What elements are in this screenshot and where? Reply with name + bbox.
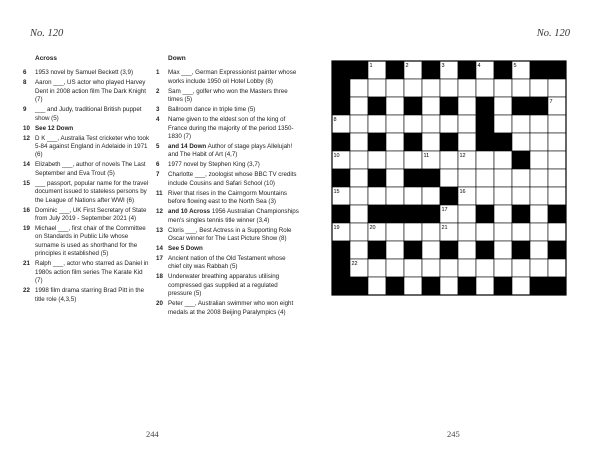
cell-number: 21 <box>441 225 448 231</box>
block-cell <box>476 97 494 115</box>
grid-cell[interactable] <box>530 223 548 241</box>
cell-number: 20 <box>369 225 376 231</box>
grid-cell[interactable] <box>386 169 404 187</box>
grid-cell[interactable] <box>512 79 530 97</box>
clue-number: 14 <box>23 161 30 169</box>
grid-cell[interactable] <box>494 241 512 259</box>
grid-cell[interactable] <box>368 115 386 133</box>
grid-cell[interactable] <box>422 259 440 277</box>
grid-cell[interactable] <box>422 133 440 151</box>
block-cell <box>440 241 458 259</box>
clue-text: 1956 Australian Championships men's singles tennis title winner (3,4) <box>168 208 299 224</box>
down-clue-18[interactable] <box>156 273 299 298</box>
clue-text: Name given to the eldest son of the king of France during the majority of the period 1350-1830 (7) <box>168 116 294 141</box>
block-cell <box>548 205 566 223</box>
clue-text: Cloris ___, Best Actress in a Supporting Role Oscar winner for The Last Picture Show (8) <box>168 226 292 243</box>
across-clue-10[interactable] <box>23 125 151 133</box>
cell-number: 11 <box>423 153 430 159</box>
down-clue-13[interactable] <box>156 227 299 244</box>
clue-number: 3 <box>156 106 160 114</box>
clue-number: 2 <box>156 87 160 95</box>
down-clue-17[interactable] <box>156 255 299 272</box>
clue-number: 17 <box>156 255 163 263</box>
clue-number: 18 <box>156 273 163 281</box>
grid-cell[interactable] <box>458 169 476 187</box>
grid-cell[interactable] <box>440 79 458 97</box>
page-number-right: 245 <box>447 429 460 439</box>
clue-number: 19 <box>23 225 30 233</box>
across-clue-14[interactable] <box>23 161 151 178</box>
grid-cell[interactable] <box>494 259 512 277</box>
grid-cell[interactable] <box>476 169 494 187</box>
grid-cell[interactable] <box>476 223 494 241</box>
grid-cell[interactable] <box>422 79 440 97</box>
grid-cell[interactable] <box>512 259 530 277</box>
block-cell <box>332 241 350 259</box>
across-heading: Across <box>35 55 58 62</box>
grid-cell[interactable] <box>350 79 368 97</box>
page-number-left: 244 <box>146 429 159 439</box>
clue-number: 10 <box>23 124 30 132</box>
grid-cell[interactable] <box>458 223 476 241</box>
grid-cell[interactable] <box>476 151 494 169</box>
clue-text: See 12 Down <box>35 124 74 132</box>
grid-cell[interactable] <box>548 169 566 187</box>
block-cell <box>350 277 368 295</box>
grid-cell[interactable] <box>440 115 458 133</box>
grid-cell[interactable] <box>476 277 494 295</box>
clue-text: River that rises in the Cairngorm Mountains before flowing east to the North Sea (3) <box>168 189 287 206</box>
block-cell <box>494 133 512 151</box>
down-clue-12[interactable] <box>156 208 299 225</box>
block-cell <box>494 61 512 79</box>
clue-number: 13 <box>156 226 163 234</box>
grid-cell[interactable] <box>512 133 530 151</box>
block-cell <box>422 61 440 79</box>
down-clue-list <box>156 69 299 317</box>
cell-number: 8 <box>333 117 337 123</box>
cell-number: 15 <box>333 189 340 195</box>
down-heading: Down <box>168 55 186 62</box>
grid-cell[interactable] <box>404 277 422 295</box>
block-cell <box>422 205 440 223</box>
clue-text: ___ and Judy, traditional British puppet show (5) <box>35 106 142 122</box>
cell-number: 17 <box>441 207 448 213</box>
down-clue-5[interactable] <box>156 143 299 160</box>
grid-cell[interactable] <box>494 205 512 223</box>
down-clue-1[interactable] <box>156 69 299 86</box>
grid-cell[interactable] <box>458 205 476 223</box>
block-cell <box>368 133 386 151</box>
grid-cell[interactable] <box>458 115 476 133</box>
block-cell <box>368 241 386 259</box>
clue-number: 6 <box>23 69 27 77</box>
clue-text: 1998 film drama starring Brad Pitt in the title role (4,3,5) <box>35 287 145 303</box>
grid-cell[interactable] <box>458 259 476 277</box>
grid-cell[interactable] <box>494 151 512 169</box>
grid-cell[interactable] <box>404 187 422 205</box>
grid-cell[interactable] <box>350 151 368 169</box>
grid-cell[interactable] <box>512 223 530 241</box>
down-clue-2[interactable] <box>156 88 299 105</box>
clue-number: 9 <box>23 106 27 114</box>
across-clue-16[interactable] <box>23 207 151 224</box>
clue-text: 1977 novel by Stephen King (3,7) <box>168 161 260 169</box>
grid-cell[interactable] <box>512 115 530 133</box>
clue-number: 5 <box>156 143 160 151</box>
grid-cell[interactable] <box>530 169 548 187</box>
clue-text: D K ___, Australia Test cricketer who took 5-84 against England in Adelaide in 1971 (6) <box>35 134 150 159</box>
grid-cell[interactable] <box>494 97 512 115</box>
grid-cell[interactable] <box>404 223 422 241</box>
grid-cell[interactable] <box>530 115 548 133</box>
block-cell <box>332 133 350 151</box>
cell-number: 4 <box>477 63 481 69</box>
clue-text: Charlotte ___, zoologist whose BBC TV credits include Cousins and Safari School (10) <box>168 171 297 187</box>
block-cell <box>404 241 422 259</box>
block-cell <box>440 97 458 115</box>
grid-cell[interactable] <box>494 79 512 97</box>
block-cell <box>476 133 494 151</box>
cell-number: 18 <box>477 207 484 213</box>
clue-text: Underwater breathing apparatus utilising compressed gas supplied at a regulated pressure (5) <box>168 273 280 298</box>
grid-cell[interactable] <box>422 115 440 133</box>
cell-number: 2 <box>405 63 409 69</box>
clue-text: Elizabeth ___, author of novels The Last September and Eva Trout (5) <box>35 161 146 177</box>
block-cell <box>386 205 404 223</box>
grid-cell[interactable] <box>548 79 566 97</box>
cell-number: 1 <box>369 63 373 69</box>
cell-number: 22 <box>351 261 358 267</box>
clue-number: 12 <box>156 208 163 216</box>
clue-text: Ralph ___, actor who starred as Daniel in 1980s action film series The Karate Kid (7) <box>35 260 149 285</box>
clue-number: 1 <box>156 69 160 77</box>
across-clue-15[interactable] <box>23 180 151 205</box>
block-cell <box>512 241 530 259</box>
down-clue-20[interactable] <box>156 300 299 317</box>
grid-cell[interactable] <box>368 259 386 277</box>
clue-text: Michael ___, first chair of the Committee on Standards in Public Life whose surname is used as shorthand for the principles it established (5) <box>35 225 146 258</box>
grid-cell[interactable] <box>422 241 440 259</box>
grid-cell[interactable] <box>350 223 368 241</box>
puzzle-number-left: No. 120 <box>30 28 64 39</box>
clue-text: 1953 novel by Samuel Beckett (3,9) <box>35 69 134 77</box>
grid-cell[interactable] <box>350 187 368 205</box>
down-clue-3[interactable] <box>156 106 299 114</box>
grid-cell[interactable] <box>548 151 566 169</box>
grid-cell[interactable] <box>530 187 548 205</box>
block-cell <box>332 205 350 223</box>
clue-text: ___ passport, popular name for the travel document issued to stateless persons by the League of Nations after WWI (6) <box>35 179 149 204</box>
grid-cell[interactable] <box>440 259 458 277</box>
cell-number: 7 <box>549 99 553 105</box>
clue-number: 8 <box>23 79 27 87</box>
down-clue-14[interactable] <box>156 245 299 253</box>
block-cell <box>332 259 350 277</box>
across-clue-6[interactable] <box>23 69 151 77</box>
cell-number: 16 <box>459 189 466 195</box>
grid-cell[interactable] <box>368 151 386 169</box>
grid-cell[interactable] <box>404 79 422 97</box>
grid-cell[interactable] <box>548 133 566 151</box>
block-cell <box>548 277 566 295</box>
grid-cell[interactable] <box>422 223 440 241</box>
grid-cell[interactable] <box>530 79 548 97</box>
grid-cell[interactable] <box>512 277 530 295</box>
block-cell <box>404 97 422 115</box>
grid-cell[interactable] <box>512 187 530 205</box>
block-cell <box>512 205 530 223</box>
block-cell <box>368 97 386 115</box>
down-clue-4[interactable] <box>156 116 299 141</box>
crossword-grid[interactable] <box>331 60 569 298</box>
down-clue-11[interactable] <box>156 190 299 207</box>
grid-cell[interactable] <box>530 151 548 169</box>
across-clues <box>23 55 151 306</box>
grid-cell[interactable] <box>530 133 548 151</box>
clue-text: Aaron ___, US actor who played Harvey Dent in 2008 action film The Dark Knight (7) <box>35 79 146 104</box>
grid-cell[interactable] <box>458 97 476 115</box>
grid-cell[interactable] <box>548 259 566 277</box>
block-cell <box>530 97 548 115</box>
grid-cell[interactable] <box>386 187 404 205</box>
grid-cell[interactable] <box>386 97 404 115</box>
clue-number: 7 <box>156 171 160 179</box>
clue-link: and 14 Down <box>168 143 207 151</box>
grid-cell[interactable] <box>530 259 548 277</box>
across-clue-12[interactable] <box>23 135 151 160</box>
across-clue-21[interactable] <box>23 260 151 285</box>
grid-cell[interactable] <box>368 277 386 295</box>
clue-text: Ballroom dance in triple time (5) <box>168 106 256 114</box>
clue-number: 14 <box>156 245 163 253</box>
grid-cell[interactable] <box>386 115 404 133</box>
grid-cell[interactable] <box>530 241 548 259</box>
grid-cell[interactable] <box>494 115 512 133</box>
grid-cell[interactable] <box>440 277 458 295</box>
block-cell <box>548 61 566 79</box>
block-cell <box>440 187 458 205</box>
clue-number: 11 <box>156 189 163 197</box>
clue-number: 4 <box>156 116 160 124</box>
block-cell <box>422 169 440 187</box>
down-clues <box>156 55 299 319</box>
grid-cell[interactable] <box>422 97 440 115</box>
grid-cell[interactable] <box>494 187 512 205</box>
grid-cell[interactable] <box>350 241 368 259</box>
block-cell <box>422 277 440 295</box>
grid-cell[interactable] <box>476 259 494 277</box>
cell-number: 19 <box>333 225 340 231</box>
grid-cell[interactable] <box>530 205 548 223</box>
down-clue-7[interactable] <box>156 171 299 188</box>
grid-cell[interactable] <box>422 187 440 205</box>
clue-number: 15 <box>23 179 30 187</box>
block-cell <box>530 61 548 79</box>
cell-number: 5 <box>513 63 517 69</box>
block-cell <box>368 169 386 187</box>
grid-cell[interactable] <box>350 205 368 223</box>
across-clue-list <box>23 69 151 304</box>
block-cell <box>458 277 476 295</box>
clue-text: Max ___, German Expressionist painter whose works include 1950 oil Hotel Lobby (8) <box>168 69 297 85</box>
grid-cell[interactable] <box>350 97 368 115</box>
block-cell <box>530 277 548 295</box>
grid-cell[interactable] <box>512 169 530 187</box>
clue-number: 6 <box>156 161 160 169</box>
grid-cell[interactable] <box>350 133 368 151</box>
grid-cell[interactable] <box>404 259 422 277</box>
across-clue-19[interactable] <box>23 225 151 259</box>
grid-cell[interactable] <box>458 133 476 151</box>
grid-cell[interactable] <box>368 187 386 205</box>
grid-cell[interactable] <box>386 241 404 259</box>
clue-text: Ancient nation of the Old Testament whose chief city was Rabbah (5) <box>168 255 286 271</box>
clue-text: Dominic ___, UK First Secretary of State from July 2019 - September 2021 (4) <box>35 206 147 223</box>
block-cell <box>476 241 494 259</box>
cell-number: 10 <box>333 153 340 159</box>
puzzle-number-right: No. 120 <box>536 28 570 39</box>
grid-cell[interactable] <box>386 133 404 151</box>
grid-cell[interactable] <box>476 187 494 205</box>
across-clue-8[interactable] <box>23 79 151 104</box>
block-cell <box>512 97 530 115</box>
grid-cell[interactable] <box>386 223 404 241</box>
grid-cell[interactable] <box>350 169 368 187</box>
grid-cell[interactable] <box>494 223 512 241</box>
cell-number: 12 <box>459 153 466 159</box>
block-cell <box>332 277 350 295</box>
block-cell <box>368 205 386 223</box>
cell-number: 14 <box>405 171 412 177</box>
block-cell <box>494 277 512 295</box>
grid-cell[interactable] <box>440 151 458 169</box>
grid-cell[interactable] <box>440 169 458 187</box>
clue-text: Sam ___, golfer who won the Masters three times (5) <box>168 87 288 104</box>
grid-cell[interactable] <box>350 115 368 133</box>
block-cell <box>548 241 566 259</box>
block-cell <box>404 133 422 151</box>
block-cell <box>332 169 350 187</box>
grid-cell[interactable] <box>386 151 404 169</box>
block-cell <box>440 133 458 151</box>
block-cell <box>458 61 476 79</box>
block-cell <box>332 61 350 79</box>
clue-text: Author of stage plays Allelujah! and The Habit of Art (4,7) <box>168 143 293 159</box>
across-clue-9[interactable] <box>23 106 151 123</box>
grid-cell[interactable] <box>458 241 476 259</box>
block-cell <box>332 97 350 115</box>
cell-number: 9 <box>477 117 481 123</box>
clue-number: 12 <box>23 134 30 142</box>
across-clue-22[interactable] <box>23 287 151 304</box>
grid-cell[interactable] <box>404 115 422 133</box>
clue-number: 22 <box>23 287 30 295</box>
block-cell <box>386 61 404 79</box>
clue-number: 21 <box>23 260 30 268</box>
grid-cell[interactable] <box>548 115 566 133</box>
grid-cell[interactable] <box>458 79 476 97</box>
down-clue-6[interactable] <box>156 161 299 169</box>
cell-number: 6 <box>333 81 337 87</box>
clue-number: 16 <box>23 206 30 214</box>
grid-cell[interactable] <box>548 223 566 241</box>
clue-link: and 10 Across <box>168 208 211 216</box>
grid-cell[interactable] <box>368 79 386 97</box>
block-cell <box>404 205 422 223</box>
cell-number: 3 <box>441 63 445 69</box>
grid-cell[interactable] <box>548 187 566 205</box>
block-cell <box>386 277 404 295</box>
grid-cell[interactable] <box>386 259 404 277</box>
cell-number: 13 <box>513 153 520 159</box>
grid-cell[interactable] <box>494 169 512 187</box>
grid-cell[interactable] <box>476 79 494 97</box>
grid-cell[interactable] <box>404 151 422 169</box>
clue-text: See 5 Down <box>168 245 203 253</box>
clue-text: Peter ___, Australian swimmer who won eight medals at the 2008 Beijing Paralympics (4) <box>168 300 294 316</box>
clue-number: 20 <box>156 300 163 308</box>
grid-cell[interactable] <box>386 79 404 97</box>
block-cell <box>350 61 368 79</box>
